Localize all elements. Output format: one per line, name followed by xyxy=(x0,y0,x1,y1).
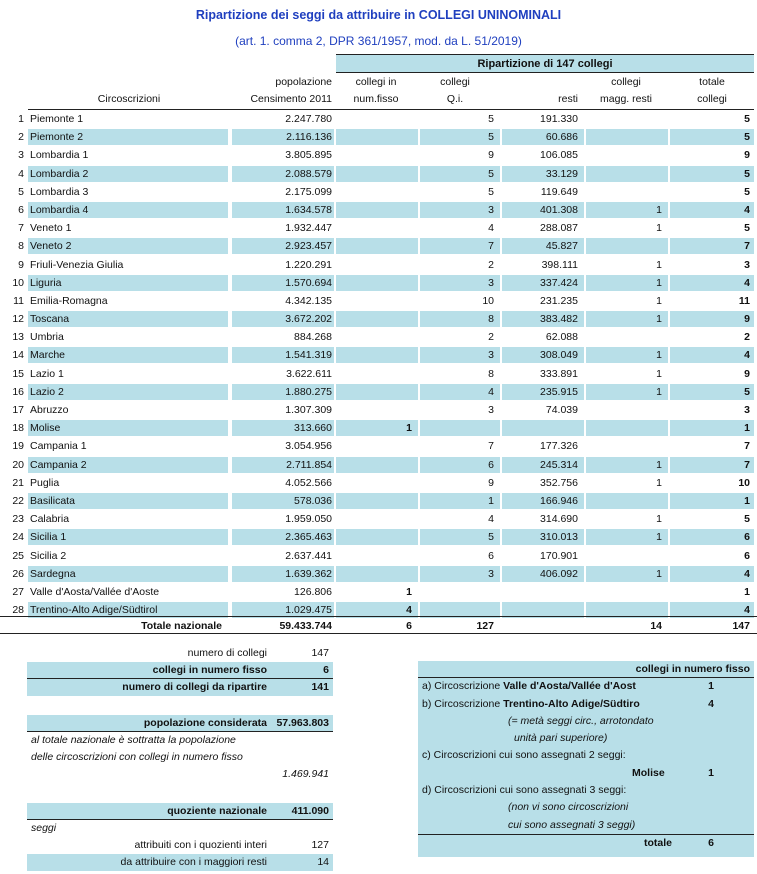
cell-tot: 7 xyxy=(744,240,750,253)
cell-fix: 1 xyxy=(406,422,412,435)
fixed-d-text: d) Circoscrizioni cui sono assegnati 3 seggi: xyxy=(422,784,627,797)
row-number: 9 xyxy=(18,258,24,271)
cell-name: Veneto 2 xyxy=(30,240,72,253)
table-row xyxy=(0,346,757,364)
cell-name: Trentino-Alto Adige/Südtirol xyxy=(30,604,158,617)
cell-name: Lombardia 2 xyxy=(30,167,89,180)
ripartire-label: numero di collegi da ripartire xyxy=(122,681,267,693)
fixed-box-header: collegi in numero fisso xyxy=(635,663,750,675)
cell-name: Abruzzo xyxy=(30,404,69,416)
table-row xyxy=(0,219,757,237)
cell-coll: 5 xyxy=(488,131,494,144)
cell-tot: 5 xyxy=(744,113,750,125)
quoziente-value: 411.090 xyxy=(291,805,329,817)
table-row xyxy=(0,274,757,292)
cell-coll: 3 xyxy=(488,276,494,289)
cell-magg: 1 xyxy=(656,222,662,235)
cell-coll: 4 xyxy=(488,385,494,398)
cell-name: Umbria xyxy=(30,331,64,344)
cell-coll: 3 xyxy=(488,349,494,362)
total-coll: 127 xyxy=(476,620,494,632)
cell-name: Lazio 2 xyxy=(30,385,64,398)
cell-pop: 2.116.136 xyxy=(286,131,332,144)
cell-tot: 7 xyxy=(744,440,750,453)
row-shade xyxy=(336,457,418,473)
row-number: 24 xyxy=(12,531,24,544)
collegi-summary xyxy=(27,645,333,696)
fixed-c-value: 1 xyxy=(708,766,714,779)
cell-pop: 2.711.854 xyxy=(286,458,332,471)
table-row xyxy=(0,256,757,274)
fixed-c-text: c) Circoscrizioni cui sono assegnati 2 seggi: xyxy=(422,749,626,762)
table-row xyxy=(0,437,757,455)
cell-tot: 3 xyxy=(744,258,750,271)
row-shade xyxy=(336,311,418,327)
cell-name: Sicilia 2 xyxy=(30,549,67,562)
cell-name: Sicilia 1 xyxy=(30,531,67,544)
cell-coll: 3 xyxy=(488,404,494,416)
table-row xyxy=(0,565,757,583)
fixed-b-name: Trentino-Alto Adige/Südtiro xyxy=(503,697,640,710)
row-shade xyxy=(336,166,418,182)
cell-magg: 1 xyxy=(656,203,662,216)
cell-coll: 6 xyxy=(488,458,494,471)
table-row xyxy=(0,474,757,492)
ripartire-value: 141 xyxy=(311,681,329,693)
cell-coll: 3 xyxy=(488,203,494,216)
cell-pop: 3.805.895 xyxy=(285,149,332,162)
cell-resti: 177.326 xyxy=(540,440,578,453)
fixed-total-value: 6 xyxy=(708,836,714,849)
cell-coll: 1 xyxy=(488,494,494,507)
table-row xyxy=(0,310,757,328)
col-pop-header-1: popolazione xyxy=(275,76,332,88)
resti-value: 14 xyxy=(317,856,329,868)
cell-pop: 1.880.275 xyxy=(285,385,332,398)
cell-tot: 4 xyxy=(744,276,750,289)
cell-resti: 106.085 xyxy=(540,149,578,162)
col-circ-header: Circoscrizioni xyxy=(97,93,161,105)
col-fix-header-2: num.fisso xyxy=(353,93,399,105)
cell-tot: 5 xyxy=(744,185,750,198)
fixed-c-name: Molise xyxy=(632,766,665,779)
fixed-d-note-1: (non vi sono circoscrizioni xyxy=(508,801,629,814)
pop-value: 57.963.803 xyxy=(276,717,329,729)
cell-tot: 1 xyxy=(744,494,750,507)
fixed-b-text: b) Circoscrizione Trentino-Alto Adige/Südtiro xyxy=(422,697,640,710)
cell-magg: 1 xyxy=(656,531,662,544)
cell-coll: 2 xyxy=(488,331,494,344)
total-pop: 59.433.744 xyxy=(279,620,332,632)
cell-pop: 1.541.319 xyxy=(285,349,332,362)
row-number: 1 xyxy=(18,113,24,125)
cell-pop: 4.342.135 xyxy=(285,294,332,307)
row-number: 14 xyxy=(12,349,24,362)
cell-name: Campania 2 xyxy=(30,458,87,471)
cell-resti: 60.686 xyxy=(545,131,578,144)
fissi-value: 6 xyxy=(323,664,329,676)
cell-magg: 1 xyxy=(656,567,662,580)
cell-pop: 2.247.780 xyxy=(285,113,332,125)
cell-magg: 1 xyxy=(656,458,662,471)
cell-name: Lazio 1 xyxy=(30,367,64,380)
cell-coll: 3 xyxy=(488,567,494,580)
cell-resti: 314.690 xyxy=(540,513,578,526)
fixed-a-name: Valle d'Aosta/Vallée d'Aost xyxy=(503,680,636,693)
cell-pop: 3.054.956 xyxy=(285,440,332,453)
cell-coll: 4 xyxy=(488,222,494,235)
cell-resti: 406.092 xyxy=(540,567,578,580)
cell-resti: 62.088 xyxy=(545,331,578,344)
col-pop-header-2: Censimento 2011 xyxy=(250,93,332,105)
cell-pop: 1.639.362 xyxy=(285,567,332,580)
cell-resti: 398.111 xyxy=(541,258,578,271)
row-shade xyxy=(586,238,668,254)
cell-tot: 4 xyxy=(744,567,750,580)
col-magg-header-2: magg. resti xyxy=(600,93,652,105)
table-row xyxy=(0,492,757,510)
table-row xyxy=(0,128,757,146)
cell-tot: 5 xyxy=(744,222,750,235)
cell-resti: 119.649 xyxy=(540,185,578,198)
cell-resti: 170.901 xyxy=(540,549,578,562)
cell-resti: 74.039 xyxy=(545,404,578,416)
row-number: 2 xyxy=(18,131,24,144)
group-header: Ripartizione di 147 collegi xyxy=(336,54,754,73)
cell-magg: 1 xyxy=(656,513,662,526)
row-number: 28 xyxy=(12,604,24,617)
fixed-total-label: totale xyxy=(643,836,672,849)
cell-coll: 8 xyxy=(488,313,494,326)
fissi-label: collegi in numero fisso xyxy=(152,664,267,676)
cell-coll: 8 xyxy=(488,367,494,380)
row-shade xyxy=(336,129,418,145)
total-magg: 14 xyxy=(650,620,662,632)
cell-coll: 9 xyxy=(488,476,494,489)
cell-name: Molise xyxy=(30,422,61,435)
cell-resti: 383.482 xyxy=(540,313,578,326)
fixed-a-text: a) Circoscrizione Valle d'Aosta/Vallée d'Aost xyxy=(422,680,636,693)
cell-resti: 231.235 xyxy=(540,294,578,307)
cell-name: Sardegna xyxy=(30,567,76,580)
row-number: 18 xyxy=(12,422,24,435)
cell-pop: 3.672.202 xyxy=(285,313,332,326)
cell-coll: 7 xyxy=(488,440,494,453)
total-fix: 6 xyxy=(406,620,412,632)
table-row xyxy=(0,201,757,219)
pop-note-value: 1.469.941 xyxy=(282,768,329,780)
cell-tot: 6 xyxy=(744,531,750,544)
cell-coll: 5 xyxy=(488,113,494,125)
row-number: 7 xyxy=(18,222,24,235)
total-label: Totale nazionale xyxy=(141,620,222,632)
cell-pop: 1.634.578 xyxy=(285,203,332,216)
row-number: 11 xyxy=(13,294,24,307)
pop-label: popolazione considerata xyxy=(143,717,267,729)
row-shade xyxy=(586,166,668,182)
cell-resti: 235.915 xyxy=(540,385,578,398)
cell-coll: 5 xyxy=(488,167,494,180)
row-shade xyxy=(336,202,418,218)
table-row xyxy=(0,528,757,546)
cell-name: Basilicata xyxy=(30,494,75,507)
cell-pop: 3.622.611 xyxy=(286,367,332,380)
row-shade xyxy=(502,420,584,436)
row-number: 8 xyxy=(18,240,24,253)
row-number: 17 xyxy=(12,404,24,416)
cell-fix: 1 xyxy=(406,585,412,598)
cell-tot: 2 xyxy=(744,331,750,344)
cell-resti: 191.330 xyxy=(540,113,578,125)
table-row xyxy=(0,110,757,128)
cell-pop: 1.959.050 xyxy=(285,513,332,526)
cell-resti: 337.424 xyxy=(540,276,578,289)
table-row xyxy=(0,165,757,183)
row-number: 16 xyxy=(12,385,24,398)
cell-name: Liguria xyxy=(30,276,62,289)
cell-coll: 10 xyxy=(482,294,494,307)
cell-pop: 1.932.447 xyxy=(285,222,332,235)
cell-name: Campania 1 xyxy=(30,440,87,453)
row-number: 12 xyxy=(12,313,24,326)
popolazione-summary xyxy=(27,715,333,783)
quoziente-summary xyxy=(27,803,333,871)
cell-name: Valle d'Aosta/Vallée d'Aoste xyxy=(30,585,160,598)
cell-name: Toscana xyxy=(30,313,70,326)
cell-tot: 1 xyxy=(744,585,750,598)
cell-tot: 4 xyxy=(744,203,750,216)
table-row xyxy=(0,419,757,437)
cell-magg: 1 xyxy=(656,349,662,362)
cell-pop: 1.307.309 xyxy=(285,404,332,416)
col-fix-header-1: collegi in xyxy=(355,76,397,88)
row-number: 22 xyxy=(12,494,24,507)
col-magg-header-1: collegi xyxy=(611,76,641,88)
cell-tot: 6 xyxy=(744,549,750,562)
cell-pop: 126.806 xyxy=(294,585,332,598)
cell-coll: 2 xyxy=(488,258,494,271)
table-row xyxy=(0,237,757,255)
cell-pop: 1.570.694 xyxy=(285,276,332,289)
cell-name: Puglia xyxy=(30,476,60,489)
cell-name: Emilia-Romagna xyxy=(30,294,108,307)
row-number: 23 xyxy=(12,513,24,526)
col-coll-header-1: collegi xyxy=(440,76,470,88)
cell-resti: 245.314 xyxy=(540,458,578,471)
table-row xyxy=(0,365,757,383)
table-row xyxy=(0,328,757,346)
cell-coll: 4 xyxy=(488,513,494,526)
cell-pop: 2.365.463 xyxy=(285,531,332,544)
page-subtitle: (art. 1. comma 2, DPR 361/1957, mod. da L. 51/2019) xyxy=(235,34,522,48)
cell-tot: 5 xyxy=(744,167,750,180)
pop-note-2: delle circoscrizioni con collegi in numero fisso xyxy=(31,751,243,763)
num-collegi-label: numero di collegi xyxy=(187,647,267,659)
cell-magg: 1 xyxy=(656,258,662,271)
col-tot-header-2: collegi xyxy=(697,93,727,105)
cell-tot: 10 xyxy=(738,476,750,489)
cell-resti: 333.891 xyxy=(540,367,578,380)
fixed-b-note-2: unità pari superiore) xyxy=(514,732,608,745)
cell-resti: 166.946 xyxy=(540,494,578,507)
cell-fix: 4 xyxy=(406,604,412,617)
cell-tot: 5 xyxy=(744,131,750,144)
cell-coll: 6 xyxy=(488,549,494,562)
row-number: 6 xyxy=(18,203,24,216)
row-number: 26 xyxy=(12,567,24,580)
row-shade xyxy=(420,420,500,436)
table-row xyxy=(0,456,757,474)
row-shade xyxy=(336,529,418,545)
cell-name: Lombardia 1 xyxy=(30,149,89,162)
row-shade xyxy=(586,129,668,145)
table-row xyxy=(0,383,757,401)
cell-coll: 7 xyxy=(488,240,494,253)
cell-pop: 1.220.291 xyxy=(285,258,332,271)
row-shade xyxy=(336,238,418,254)
cell-pop: 2.088.579 xyxy=(285,167,332,180)
col-resti-header: resti xyxy=(558,93,578,105)
cell-tot: 5 xyxy=(744,513,750,526)
row-number: 5 xyxy=(18,185,24,198)
cell-name: Friuli-Venezia Giulia xyxy=(30,258,124,271)
row-shade xyxy=(336,566,418,582)
row-shade xyxy=(336,384,418,400)
cell-resti: 401.308 xyxy=(540,203,578,216)
cell-pop: 2.175.099 xyxy=(285,185,332,198)
cell-magg: 1 xyxy=(656,367,662,380)
cell-tot: 4 xyxy=(744,604,750,617)
cell-tot: 5 xyxy=(744,385,750,398)
table-row xyxy=(0,292,757,310)
row-number: 3 xyxy=(18,149,24,162)
interi-value: 127 xyxy=(311,839,329,851)
col-coll-header-2: Q.i. xyxy=(446,93,464,105)
table-body xyxy=(0,110,757,619)
table-row xyxy=(0,401,757,419)
table-row xyxy=(0,547,757,565)
cell-tot: 1 xyxy=(744,422,750,435)
row-shade xyxy=(586,420,668,436)
seggi-label: seggi xyxy=(31,822,57,834)
interi-label: attribuiti con i quozienti interi xyxy=(134,839,267,851)
cell-tot: 3 xyxy=(744,404,750,416)
table-row xyxy=(0,183,757,201)
pop-note-1: al totale nazionale è sottratta la popolazione xyxy=(31,734,236,746)
cell-magg: 1 xyxy=(656,385,662,398)
cell-name: Lombardia 3 xyxy=(30,185,89,198)
row-number: 13 xyxy=(12,331,24,344)
fixed-a-value: 1 xyxy=(708,680,714,693)
cell-name: Veneto 1 xyxy=(30,222,72,235)
row-number: 15 xyxy=(12,367,24,380)
cell-pop: 1.029.475 xyxy=(285,604,332,617)
cell-resti: 352.756 xyxy=(540,476,578,489)
quoziente-label: quoziente nazionale xyxy=(167,805,267,817)
cell-pop: 578.036 xyxy=(294,494,332,507)
row-shade xyxy=(586,493,668,509)
cell-coll: 5 xyxy=(488,531,494,544)
resti-label: da attribuire con i maggiori resti xyxy=(120,856,267,868)
page-title: Ripartizione dei seggi da attribuire in COLLEGI UNINOMINALI xyxy=(195,8,562,22)
row-number: 10 xyxy=(12,276,24,289)
cell-resti: 33.129 xyxy=(545,167,578,180)
cell-pop: 313.660 xyxy=(294,422,332,435)
cell-pop: 2.923.457 xyxy=(285,240,332,253)
cell-name: Calabria xyxy=(30,513,70,526)
fixed-b-value: 4 xyxy=(708,697,714,710)
table-row xyxy=(0,146,757,164)
table-row xyxy=(0,583,757,601)
num-collegi-value: 147 xyxy=(311,647,329,659)
fixed-b-note-1: (= metà seggi circ., arrotondato xyxy=(508,714,654,727)
table-row xyxy=(0,510,757,528)
cell-tot: 9 xyxy=(744,149,750,162)
cell-tot: 9 xyxy=(744,313,750,326)
cell-tot: 4 xyxy=(744,349,750,362)
row-shade xyxy=(336,347,418,363)
cell-name: Piemonte 2 xyxy=(30,131,84,144)
cell-pop: 884.268 xyxy=(294,331,332,344)
row-number: 27 xyxy=(12,585,24,598)
cell-resti: 308.049 xyxy=(540,349,578,362)
fixed-collegi-box xyxy=(418,661,754,857)
cell-magg: 1 xyxy=(656,276,662,289)
row-number: 19 xyxy=(12,440,24,453)
total-row xyxy=(0,616,757,634)
cell-name: Lombardia 4 xyxy=(30,203,89,216)
row-number: 4 xyxy=(18,167,24,180)
cell-resti: 288.087 xyxy=(540,222,578,235)
col-tot-header-1: totale xyxy=(699,76,725,88)
row-shade xyxy=(336,275,418,291)
cell-coll: 5 xyxy=(488,185,494,198)
cell-resti: 310.013 xyxy=(540,531,578,544)
cell-name: Piemonte 1 xyxy=(30,113,84,125)
row-number: 25 xyxy=(12,549,24,562)
cell-coll: 9 xyxy=(488,149,494,162)
cell-name: Marche xyxy=(30,349,66,362)
cell-tot: 11 xyxy=(738,294,750,307)
row-number: 21 xyxy=(12,476,24,489)
cell-magg: 1 xyxy=(656,294,662,307)
cell-resti: 45.827 xyxy=(545,240,578,253)
row-number: 20 xyxy=(12,458,24,471)
cell-tot: 7 xyxy=(744,458,750,471)
cell-pop: 2.637.441 xyxy=(285,549,332,562)
cell-pop: 4.052.566 xyxy=(285,476,332,489)
total-tot: 147 xyxy=(732,620,750,632)
row-shade xyxy=(336,493,418,509)
fixed-d-note-2: cui sono assegnati 3 seggi) xyxy=(508,818,636,831)
cell-magg: 1 xyxy=(656,476,662,489)
cell-tot: 9 xyxy=(744,367,750,380)
cell-magg: 1 xyxy=(656,313,662,326)
